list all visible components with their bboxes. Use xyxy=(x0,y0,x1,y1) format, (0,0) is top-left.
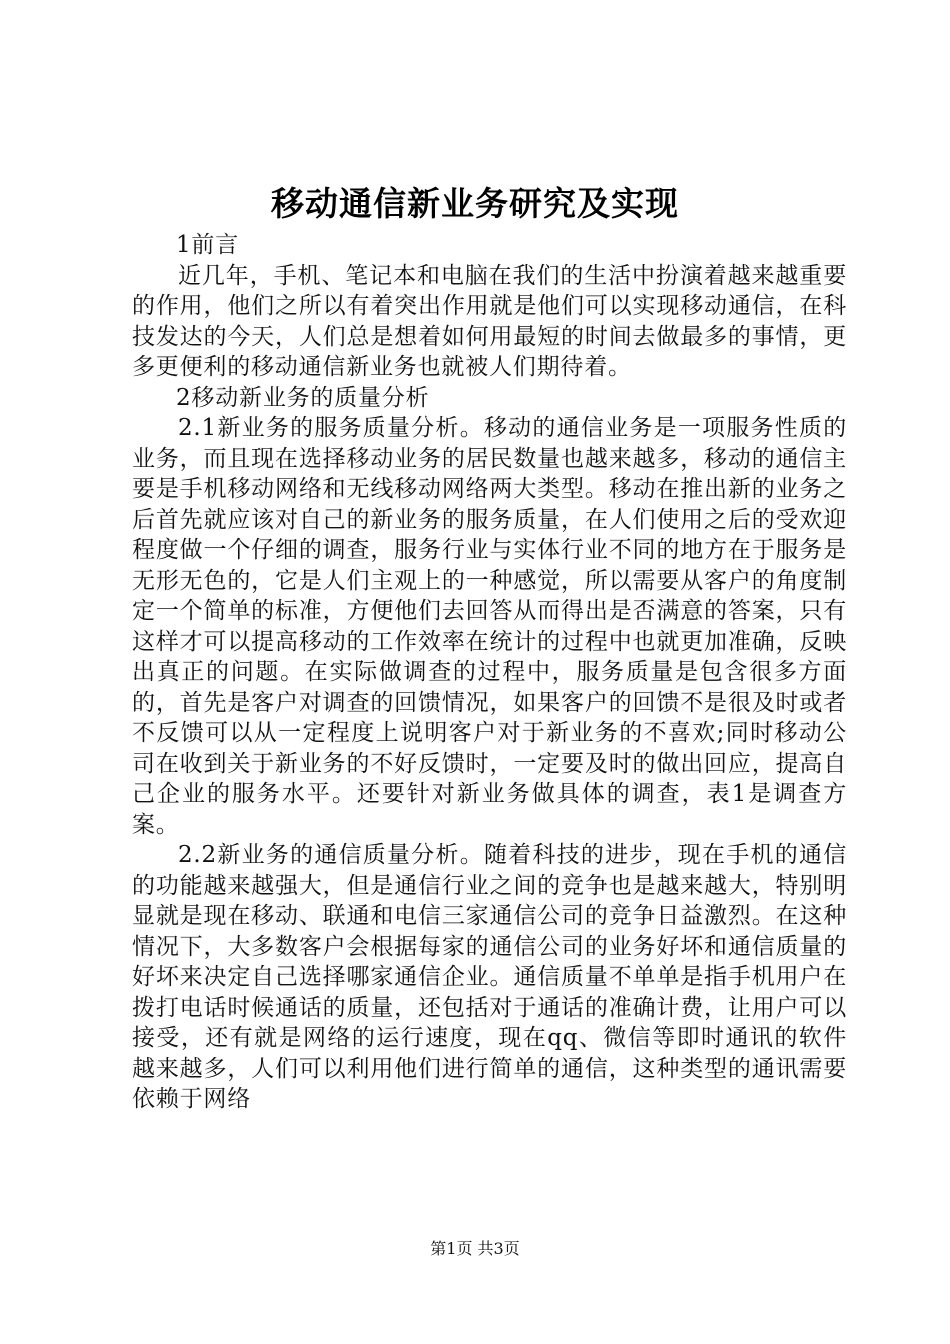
section-heading-quality-analysis: 2移动新业务的质量分析 xyxy=(176,384,430,411)
document-title: 移动通信新业务研究及实现 xyxy=(271,184,679,223)
document-body xyxy=(132,230,847,1115)
paragraph-communication-quality: 2.2新业务的通信质量分析。随着科技的进步，现在手机的通信的功能越来越强大，但是通信行业之间的竞争也是越来越大，特别明显就是现在移动、联通和电信三家通信公司的竞争日益激烈。在这种情况下，大多数客户会根据每家的通信公司的业务好坏和通信质量的好坏来决定自己选择哪家通信企业。通信质量不单单是指手机用户在拨打电话时候通话的质量，还包括对于通话的准确计费，让用户可以接受，还有就是网络的运行速度，现在qq、微信等即时通讯的软件越来越多，人们可以利用他们进行简单的通信，这种类型的通讯需要依赖于网络 xyxy=(132,842,847,1112)
page-number-footer: 第1页 共3页 xyxy=(430,1239,520,1258)
paragraph-intro: 近几年，手机、笔记本和电脑在我们的生活中扮演着越来越重要的作用，他们之所以有着突出作用就是他们可以实现移动通信，在科技发达的今天，人们总是想着如何用最短的时间去做最多的事情，更多更便利的移动通信新业务也就被人们期待着。 xyxy=(132,262,847,380)
paragraph-service-quality: 2.1新业务的服务质量分析。移动的通信业务是一项服务性质的业务，而且现在选择移动业务的居民数量也越来越多，移动的通信主要是手机移动网络和无线移动网络两大类型。移动在推出新的业务之后首先就应该对自己的新业务的服务质量，在人们使用之后的受欢迎程度做一个仔细的调查，服务行业与实体行业不同的地方在于服务是无形无色的，它是人们主观上的一种感觉，所以需要从客户的角度制定一个简单的标准，方便他们去回答从而得出是否满意的答案，只有这样才可以提高移动的工作效率在统计的过程中也就更加准确，反映出真正的问题。在实际做调查的过程中，服务质量是包含很多方面的，首先是客户对调查的回馈情况，如果客户的回馈不是很及时或者不反馈可以从一定程度上说明客户对于新业务的不喜欢;同时移动公司在收到关于新业务的不好反馈时，一定要及时的做出回应，提高自己企业的服务水平。还要针对新业务做具体的调查，表1是调查方案。 xyxy=(132,415,847,838)
section-heading-intro: 1前言 xyxy=(176,232,240,258)
